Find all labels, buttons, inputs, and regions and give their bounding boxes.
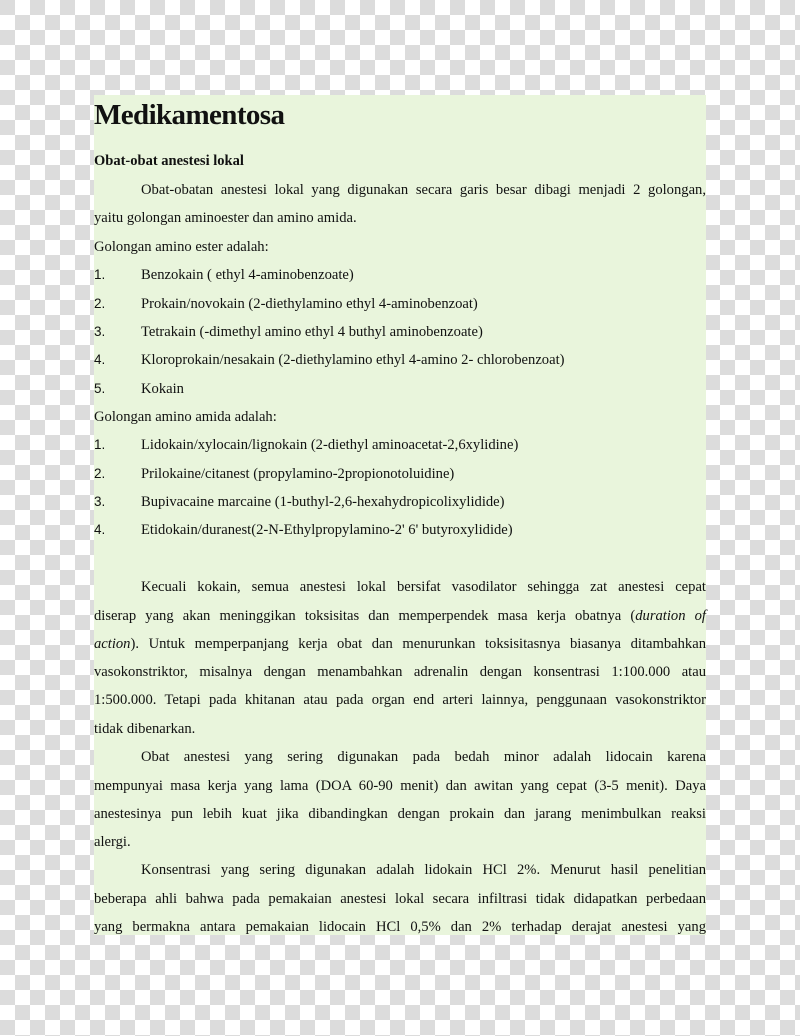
list-number: 4. bbox=[94, 522, 106, 537]
paragraph-text: ). Untuk memperpanjang kerja obat dan menurunkan toksisitasnya biasanya ditambahkan bbox=[130, 636, 706, 652]
paragraph-1-line-6: tidak dibenarkan. bbox=[94, 721, 196, 737]
list-text: Kloroprokain/nesakain (2-diethylamino ethyl 4-amino 2- chlorobenzoat) bbox=[141, 352, 565, 368]
list-text: Etidokain/duranest(2-N-Ethylpropylamino-2' 6' butyroxylidide) bbox=[141, 522, 513, 538]
paragraph-1-line-2 bbox=[94, 606, 706, 626]
amida-heading: Golongan amino amida adalah: bbox=[94, 409, 277, 425]
list-number: 5. bbox=[94, 381, 106, 396]
paragraph-3-line-1: Konsentrasi yang sering digunakan adalah lidokain HCl 2%. Menurut hasil penelitian bbox=[141, 862, 706, 878]
paragraph-1-line-5: 1:500.000. Tetapi pada khitanan atau pada organ end arteri lainnya, penggunaan vasokonstriktor bbox=[94, 692, 706, 708]
list-text: Prokain/novokain (2-diethylamino ethyl 4-aminobenzoat) bbox=[141, 296, 478, 312]
list-number: 1. bbox=[94, 437, 106, 452]
ester-heading: Golongan amino ester adalah: bbox=[94, 239, 269, 255]
list-text: Prilokaine/citanest (propylamino-2propionotoluidine) bbox=[141, 466, 455, 482]
paragraph-3-line-2: beberapa ahli bahwa pada pemakaian anestesi lokal secara infiltrasi tidak didapatkan perbedaan bbox=[94, 891, 706, 907]
list-text: Bupivacaine marcaine (1-buthyl-2,6-hexahydropicolixylidide) bbox=[141, 494, 505, 510]
list-number: 2. bbox=[94, 466, 106, 481]
paragraph-text: diserap yang akan meninggikan toksisitas dan memperpendek masa kerja obatnya ( bbox=[94, 608, 636, 624]
paragraph-2-line-3: anestesinya pun lebih kuat jika dibandingkan dengan prokain dan jarang menimbulkan reaksi bbox=[94, 806, 706, 822]
list-text: Lidokain/xylocain/lignokain (2-diethyl aminoacetat-2,6xylidine) bbox=[141, 437, 519, 453]
list-number: 1. bbox=[94, 267, 106, 282]
list-number: 3. bbox=[94, 324, 106, 339]
paragraph-3-line-3: yang bermakna antara pemakaian lidocain HCl 0,5% dan 2% terhadap derajat anestesi yang bbox=[94, 919, 706, 935]
list-number: 2. bbox=[94, 296, 106, 311]
intro-line-1: Obat-obatan anestesi lokal yang digunakan secara garis besar dibagi menjadi 2 golongan, bbox=[141, 182, 706, 198]
paragraph-italic-text: action bbox=[94, 636, 131, 652]
list-number: 3. bbox=[94, 494, 106, 509]
section-heading: Obat-obat anestesi lokal bbox=[94, 153, 244, 169]
list-text: Tetrakain (-dimethyl amino ethyl 4 buthyl aminobenzoate) bbox=[141, 324, 483, 340]
paragraph-2-line-2: mempunyai masa kerja yang lama (DOA 60-90 menit) dan awitan yang cepat (3-5 menit). Daya bbox=[94, 778, 706, 794]
list-text: Benzokain ( ethyl 4-aminobenzoate) bbox=[141, 267, 354, 283]
paragraph-1-line-4: vasokonstriktor, misalnya dengan menambahkan adrenalin dengan konsentrasi 1:100.000 atau bbox=[94, 664, 706, 680]
paragraph-1-line-3 bbox=[94, 634, 706, 654]
intro-line-2: yaitu golongan aminoester dan amino amida. bbox=[94, 210, 357, 226]
document-title: Medikamentosa bbox=[94, 99, 285, 131]
paragraph-italic-text: duration of bbox=[635, 608, 706, 624]
list-number: 4. bbox=[94, 352, 106, 367]
paragraph-2-line-1: Obat anestesi yang sering digunakan pada bedah minor adalah lidocain karena bbox=[141, 749, 706, 765]
paragraph-2-line-4: alergi. bbox=[94, 834, 131, 850]
list-text: Kokain bbox=[141, 381, 184, 397]
paragraph-1-line-1: Kecuali kokain, semua anestesi lokal bersifat vasodilator sehingga zat anestesi cepat bbox=[141, 579, 706, 595]
